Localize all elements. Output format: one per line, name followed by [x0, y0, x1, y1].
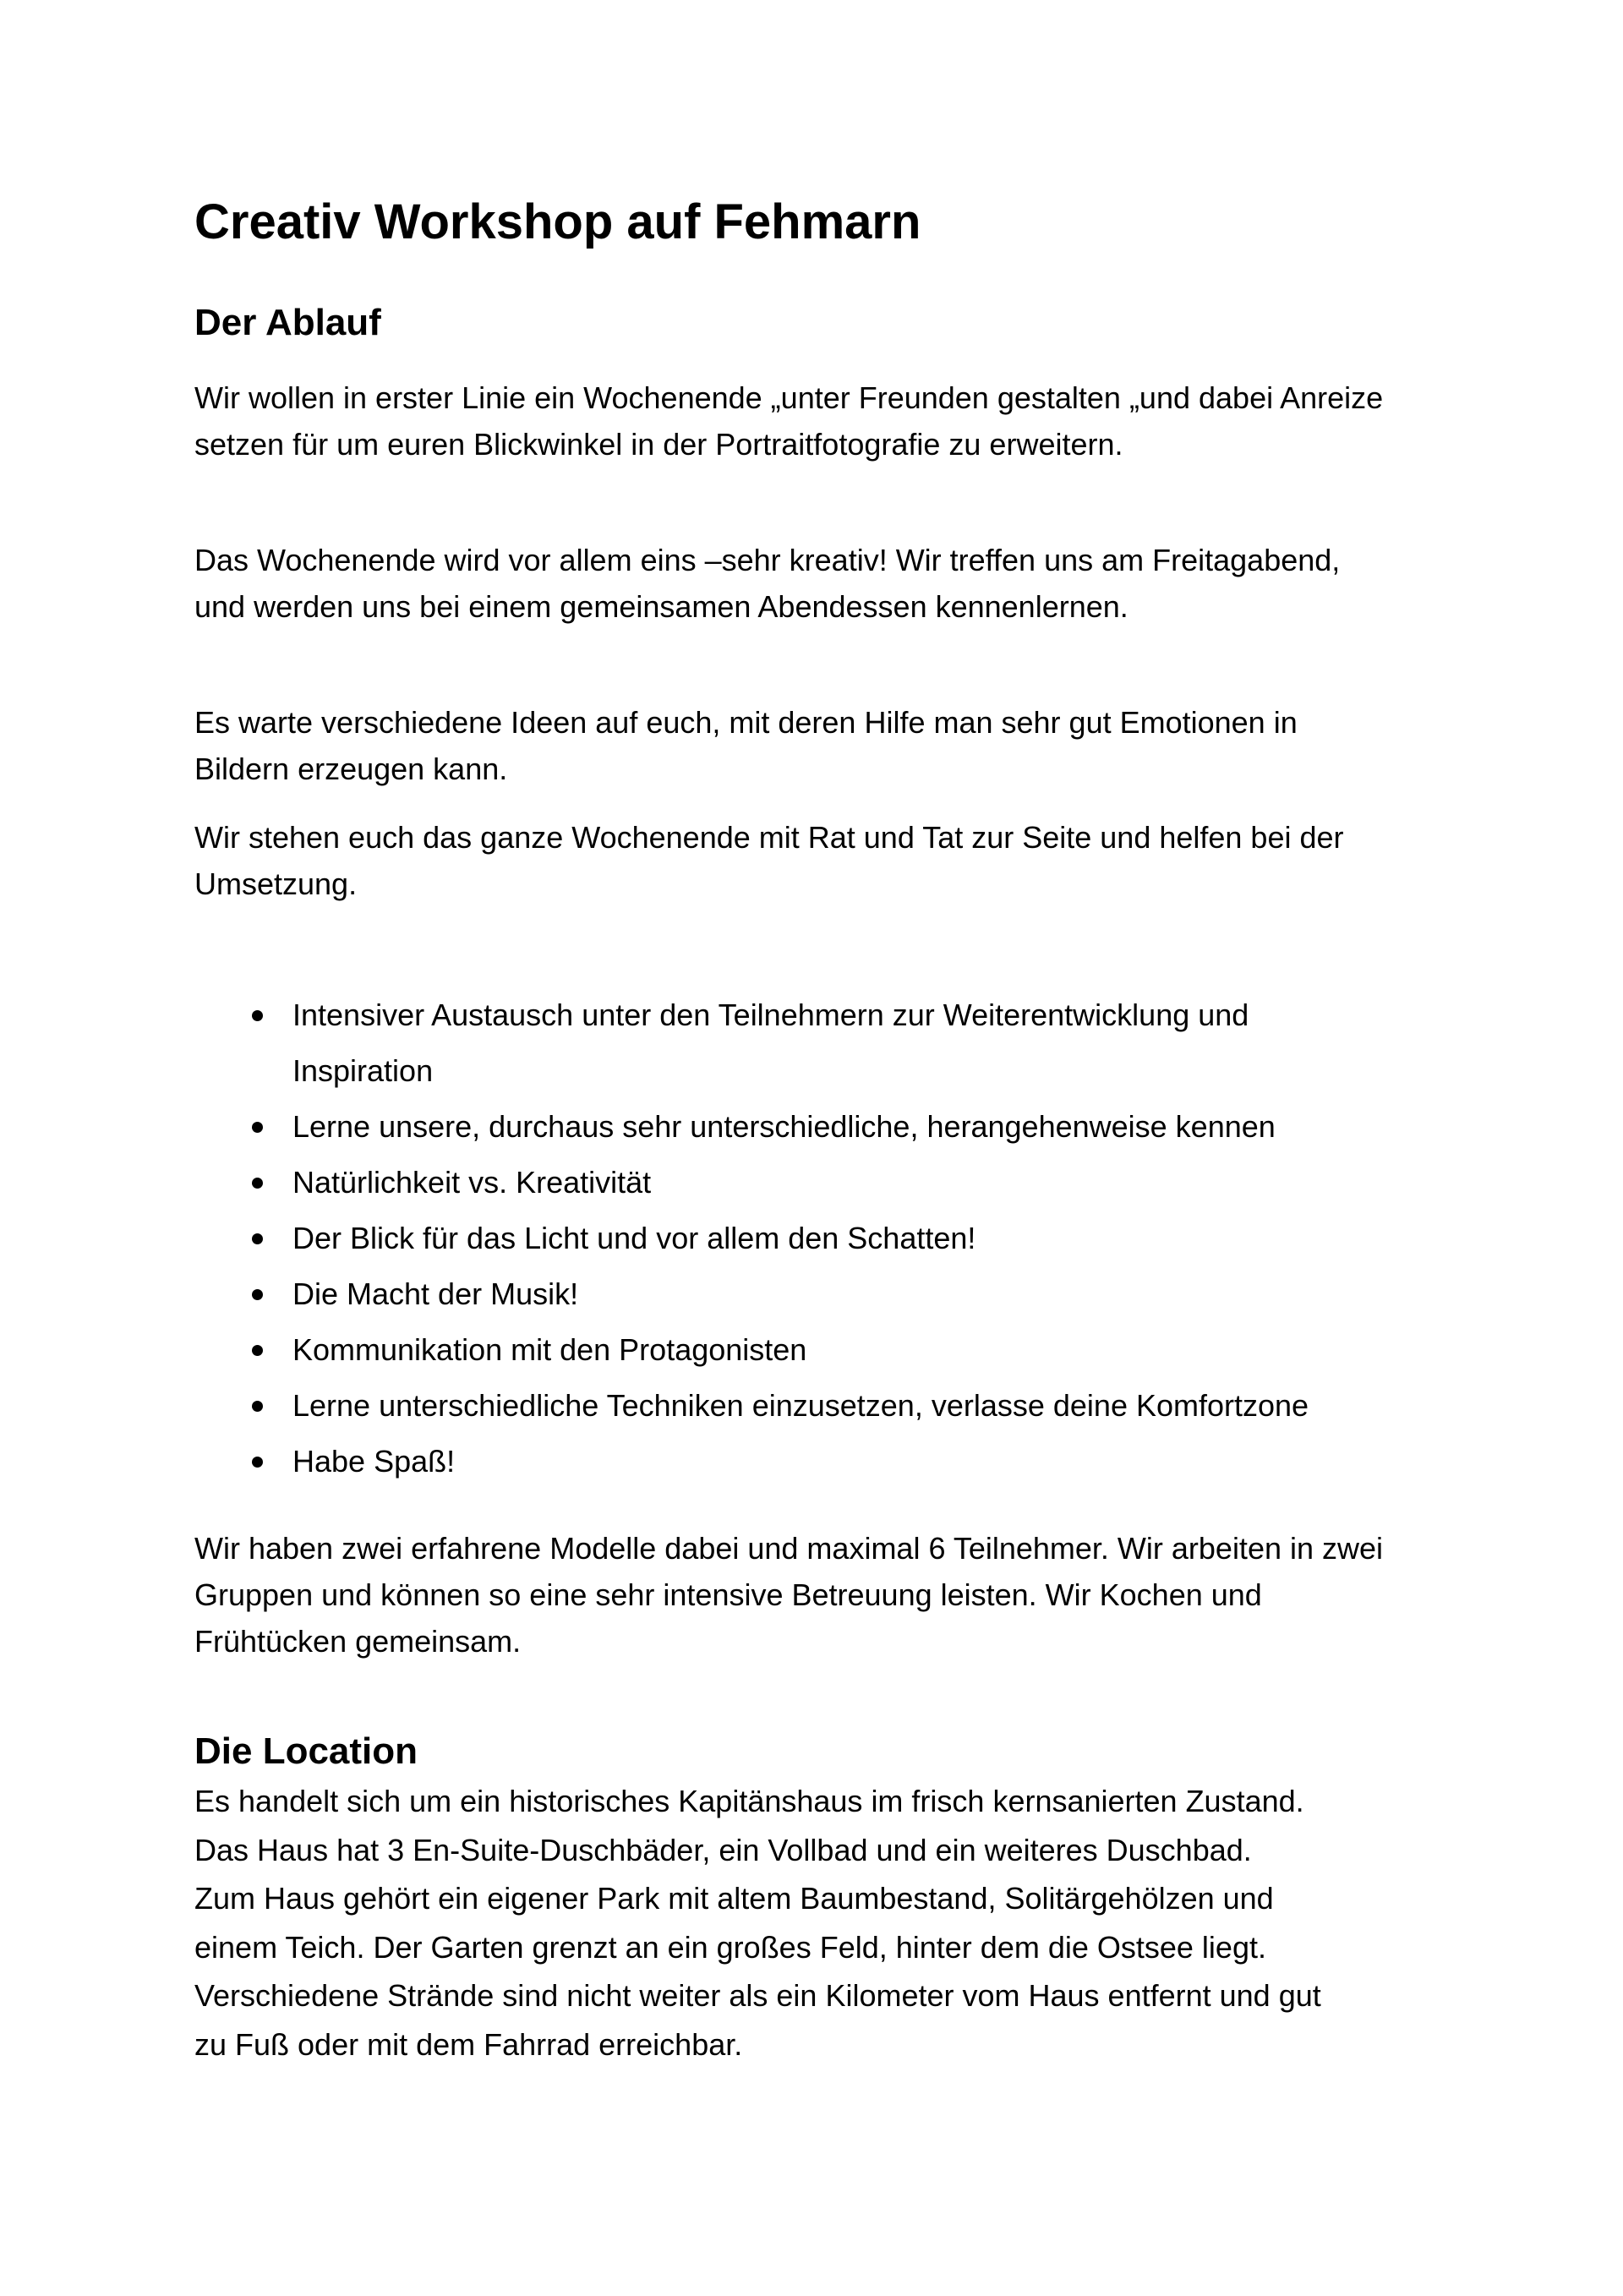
paragraph-weekend — [194, 537, 1454, 630]
heading-der-ablauf: Der Ablauf — [194, 302, 381, 343]
text-line: Es handelt sich um ein historisches Kapitänshaus im frisch kernsanierten Zustand. — [194, 1784, 1304, 1818]
text-line: Verschiedene Strände sind nicht weiter als ein Kilometer vom Haus entfernt und gut — [194, 1978, 1321, 2013]
text-line: Bildern erzeugen kann. — [194, 752, 508, 786]
text-line: Das Haus hat 3 En-Suite-Duschbäder, ein Vollbad und ein weiteres Duschbad. — [194, 1832, 1252, 1867]
text-line: Es warte verschiedene Ideen auf euch, mit deren Hilfe man sehr gut Emotionen in — [194, 705, 1298, 740]
document-title: Creativ Workshop auf Fehmarn — [194, 194, 921, 249]
list-item — [194, 1155, 1454, 1211]
text-line: und werden uns bei einem gemeinsamen Abendessen kennenlernen. — [194, 589, 1128, 624]
text-line: Umsetzung. — [194, 866, 358, 901]
list-item — [194, 1211, 1454, 1266]
list-item — [194, 987, 1454, 1099]
list-item — [194, 1099, 1454, 1155]
bullet-dot-icon — [252, 1401, 263, 1412]
bullet-dot-icon — [252, 1289, 263, 1300]
paragraph-ideas — [194, 699, 1454, 792]
list-item-text: Die Macht der Musik! — [292, 1276, 579, 1311]
list-item-text: Lerne unterschiedliche Techniken einzusetzen, verlasse deine Komfortzone — [292, 1388, 1309, 1423]
text-line: setzen für um euren Blickwinkel in der Portraitfotografie zu erweitern. — [194, 427, 1123, 462]
bullet-dot-icon — [252, 1457, 263, 1468]
bullet-dot-icon — [252, 1010, 263, 1021]
text-line: Wir wollen in erster Linie ein Wochenende „unter Freunden gestalten „und dabei Anreize — [194, 380, 1384, 415]
text-line: Das Wochenende wird vor allem eins –sehr kreativ! Wir treffen uns am Freitagabend, — [194, 543, 1341, 577]
text-line: zu Fuß oder mit dem Fahrrad erreichbar. — [194, 2026, 743, 2062]
list-item — [194, 1434, 1454, 1490]
list-item-text: Der Blick für das Licht und vor allem den Schatten! — [292, 1221, 976, 1255]
text-line: Zum Haus gehört ein eigener Park mit altem Baumbestand, Solitärgehölzen und — [194, 1881, 1274, 1916]
paragraph-intro — [194, 374, 1454, 467]
text-line: Wir stehen euch das ganze Wochenende mit Rat und Tat zur Seite und helfen bei der — [194, 820, 1344, 855]
text-line: Wir haben zwei erfahrene Modelle dabei und maximal 6 Teilnehmer. Wir arbeiten in zwei — [194, 1531, 1384, 1566]
list-item-text: Lerne unsere, durchaus sehr unterschiedliche, herangehenweise kennen — [292, 1109, 1276, 1144]
list-item-text: Intensiver Austausch unter den Teilnehmern zur Weiterentwicklung und — [292, 998, 1249, 1032]
text-line: Frühtücken gemeinsam. — [194, 1624, 522, 1659]
list-item — [194, 1266, 1454, 1322]
list-item — [194, 1322, 1454, 1378]
bullet-dot-icon — [252, 1122, 263, 1133]
bullet-dot-icon — [252, 1233, 263, 1244]
bullet-list — [194, 987, 1454, 1490]
list-item — [194, 1378, 1454, 1434]
text-line: Gruppen und können so eine sehr intensive Betreuung leisten. Wir Kochen und — [194, 1577, 1262, 1612]
list-item-text: Natürlichkeit vs. Kreativität — [292, 1165, 652, 1200]
list-item-text: Habe Spaß! — [292, 1444, 456, 1479]
paragraph-support — [194, 814, 1454, 907]
heading-die-location: Die Location — [194, 1730, 418, 1772]
bullet-dot-icon — [252, 1345, 263, 1356]
list-item-text: Inspiration — [292, 1053, 434, 1088]
paragraph-models — [194, 1525, 1454, 1665]
bullet-dot-icon — [252, 1178, 263, 1189]
text-line: einem Teich. Der Garten grenzt an ein großes Feld, hinter dem die Ostsee liegt. — [194, 1929, 1266, 1965]
list-item-text: Kommunikation mit den Protagonisten — [292, 1332, 807, 1367]
paragraph-location — [194, 1777, 1454, 2069]
